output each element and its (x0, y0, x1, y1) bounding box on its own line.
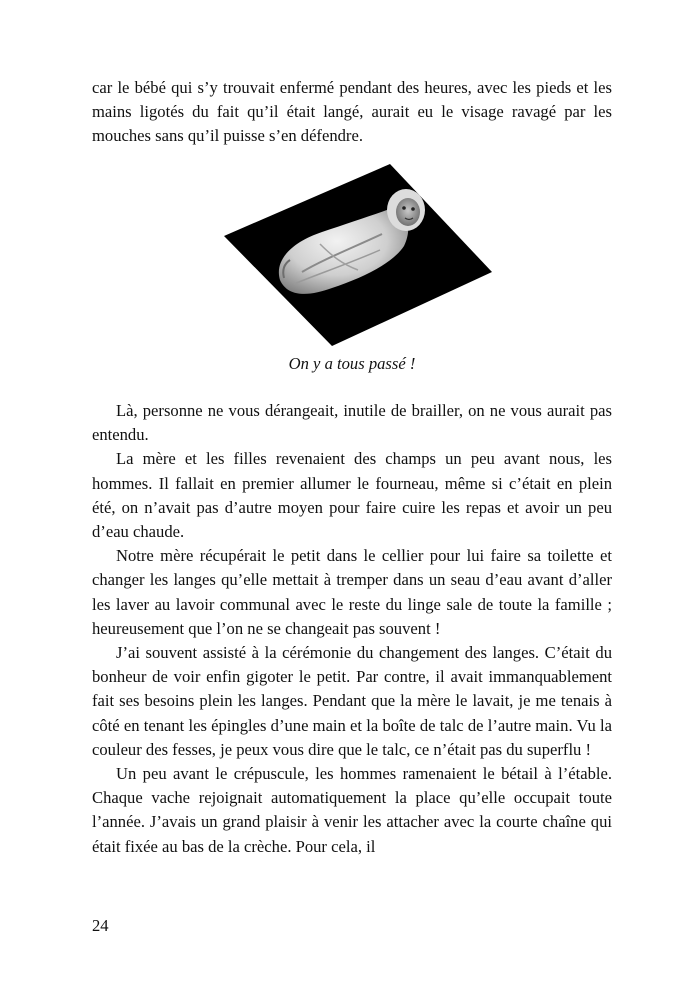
photo-graphic (222, 160, 494, 350)
paragraph: La mère et les filles revenaient des champs un peu avant nous, les hommes. Il fallait en premier allumer le fourneau, même si c’était en plein été, on n’avait pas d’autre moyen pour faire cuire les repas et avoir un peu d’eau chaude. (92, 449, 612, 542)
paragraph: Notre mère récupérait le petit dans le cellier pour lui faire sa toilette et changer les langes qu’elle mettait à tremper dans un seau d’eau avant d’aller les laver au lavoir communal avec le reste du linge sale de toute la famille ; heureusement que l’on ne se changeait pas souvent ! (92, 546, 612, 638)
top-paragraph: car le bébé qui s’y trouvait enfermé pendant des heures, avec les pieds et les mains ligotés du fait qu’il était langé, aurait eu le visage ravagé par les mouches sans qu’il puisse s’en défendre. (92, 78, 612, 146)
paragraph: J’ai souvent assisté à la cérémonie du changement des langes. C’était du bonheur de voir enfin gigoter le petit. Par contre, il avait immanquablement fait ses besoins plein les langes. Pendant que la mère le lavait, je me tenais à côté en tenant les épingles d’une main et la boîte de talc de l’autre main. Vu la couleur des fesses, je peux vous dire que le talc, ce n’était pas du superflu ! (92, 643, 612, 759)
swaddled-baby-photo (222, 160, 494, 350)
figure-caption: On y a tous passé ! (288, 354, 416, 373)
main-text-block (92, 399, 612, 859)
page-number: 24 (92, 916, 109, 935)
top-text-block (92, 76, 612, 149)
paragraph: Un peu avant le crépuscule, les hommes ramenaient le bétail à l’étable. Chaque vache rejoignait automatiquement la place qu’elle occupait toute l’année. J’avais un grand plaisir à venir les attacher avec la courte chaîne qui était fixée au bas de la crèche. Pour cela, il (92, 764, 612, 856)
paragraph: Là, personne ne vous dérangeait, inutile de brailler, on ne vous aurait pas entendu. (92, 401, 612, 445)
